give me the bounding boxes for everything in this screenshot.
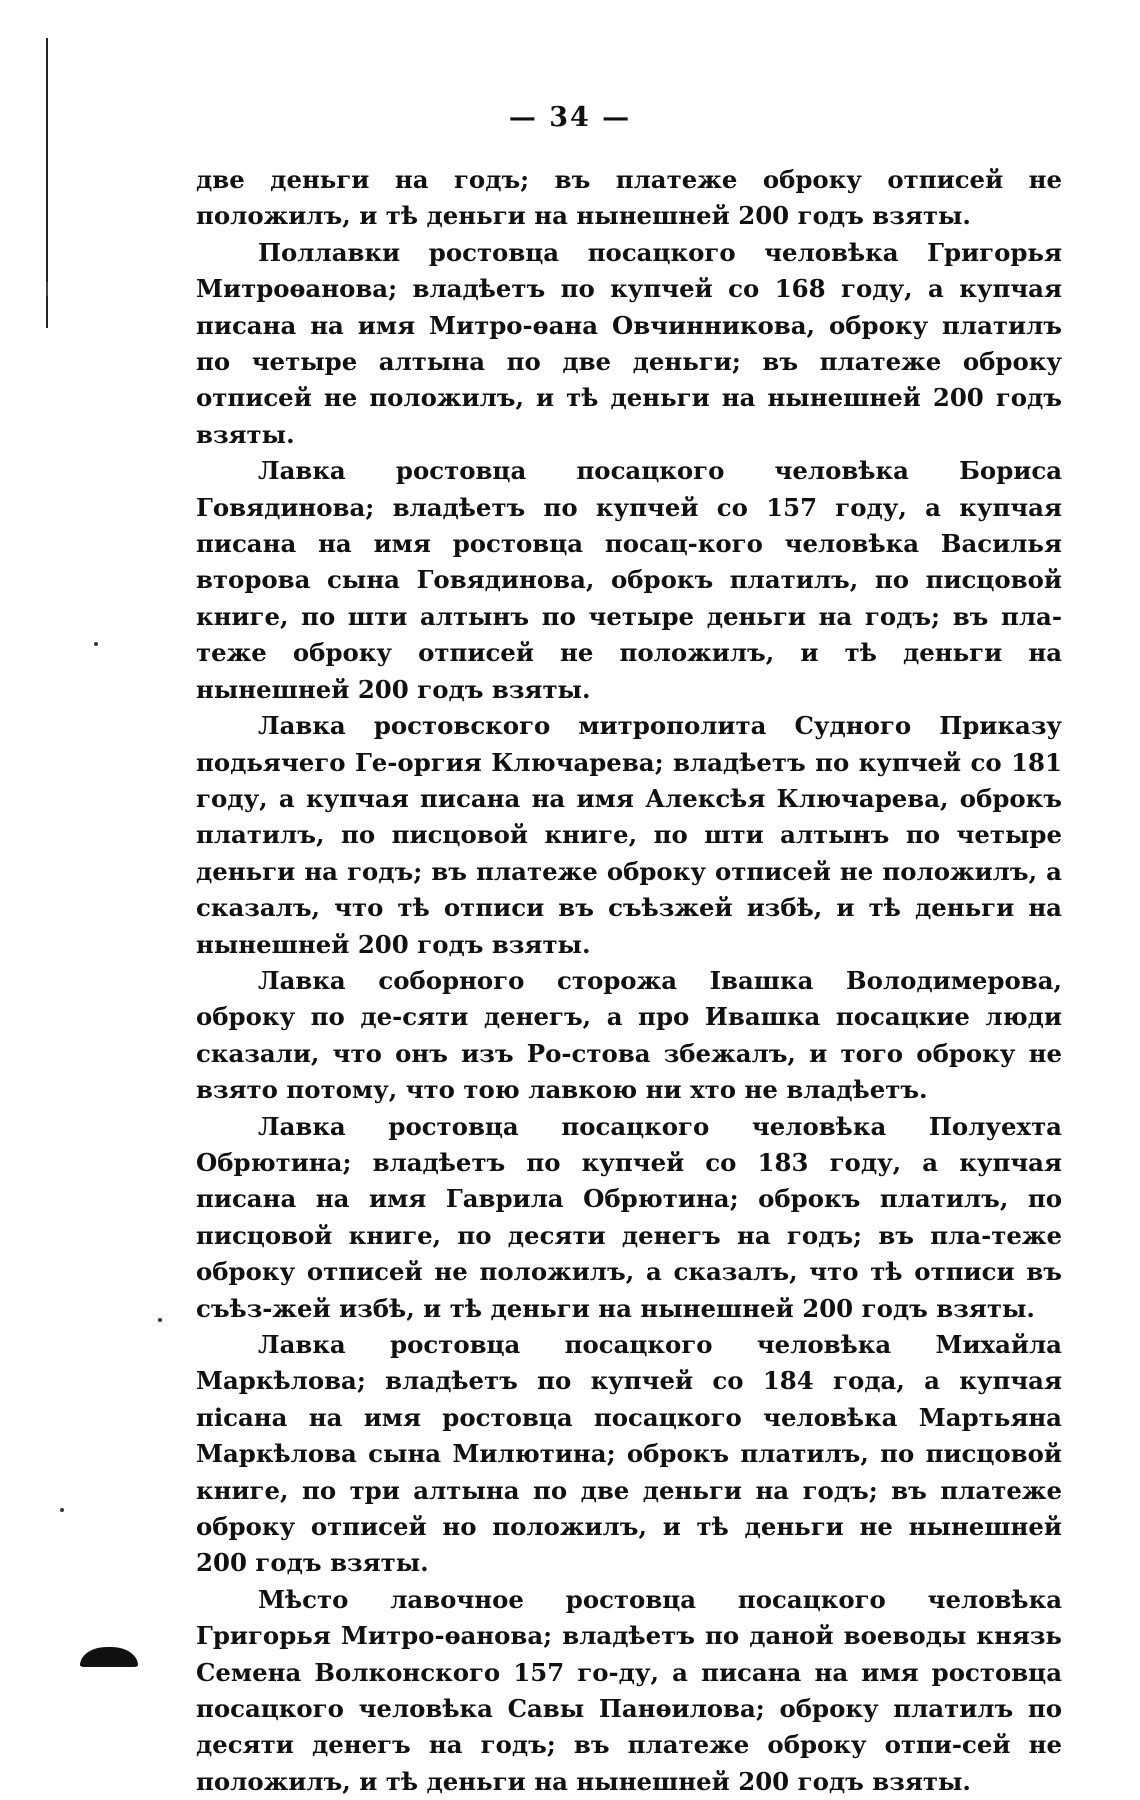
page-number: — 34 — xyxy=(508,102,632,133)
paragraph-continuation: две деньги на годъ; въ платеже оброку отписей не положилъ, и тѣ деньги на нынешней 200 годъ взяты. xyxy=(196,165,1062,231)
paragraph-lavka-obryutin: Лавка ростовца посацкого человѣка Полуехта Обрютина; владѣетъ по купчей со 183 году, а купчая писана на имя Гаврила Обрютина; оброкъ платилъ, по писцовой книге, по десяти денегъ на годъ; въ пла-теже оброку отписей не положилъ, а сказалъ, что тѣ отписи въ съѣз-жей избѣ, и тѣ деньги на нынешней 200 годъ взяты. xyxy=(196,1111,1062,1323)
ink-speck xyxy=(158,1318,162,1322)
paragraph-lavka-klyucharev: Лавка ростовского митрополита Судного Приказу подьячего Ге-оргия Ключарева; владѣетъ по купчей со 181 году, а купчая писана на имя Алексѣя Ключарева, оброкъ платилъ, по писцовой книге, по шти алтынъ по четыре деньги на годъ; въ платеже оброку отписей не положилъ, а сказалъ, что тѣ отписи въ съѣзжей избѣ, и тѣ деньги на нынешней 200 годъ взяты. xyxy=(196,711,1062,959)
paragraph-mesto-mitrofanov: Мѣсто лавочное ростовца посацкого человѣка Григорья Митро-ѳанова; владѣетъ по даной воеводы князь Семена Волконского 157 го-ду, а писана на имя ростовца посацкого человѣка Савы Панѳилова; оброку платилъ по десяти денегъ на годъ; въ платеже оброку отпи-сей не положилъ, и тѣ деньги на нынешней 200 годъ взяты. xyxy=(196,1584,1062,1796)
paragraph-lavka-govyadinov: Лавка ростовца посацкого человѣка Бориса Говядинова; владѣетъ по купчей со 157 году, а купчая писана на имя ростовца посац-кого человѣка Василья второва сына Говядинова, оброкъ платилъ, по писцовой книге, по шти алтынъ по четыре деньги на годъ; въ пла-теже оброку отписей не положилъ, и тѣ деньги на нынешней 200 годъ взяты. xyxy=(196,456,1062,704)
body-text xyxy=(196,162,1062,1800)
paragraph-lavka-markelov: Лавка ростовца посацкого человѣка Михайла Маркѣлова; владѣетъ по купчей со 184 года, а купчая пісана на имя ростовца посацкого человѣка Мартьяна Маркѣлова сына Милютина; оброкъ платилъ, по писцовой книге, по три алтына по две деньги на годъ; въ платеже оброку отписей но положилъ, и тѣ деньги не нынешней 200 годъ взяты. xyxy=(196,1330,1062,1578)
paragraph-pollavki-mitrofanov: Поллавки ростовца посацкого человѣка Григорья Митроѳанова; владѣетъ по купчей со 168 году, а купчая писана на имя Митро-ѳана Овчинникова, оброку платилъ по четыре алтына по две деньги; въ платеже оброку отписей не положилъ, и тѣ деньги на нынешней 200 годъ взяты. xyxy=(196,237,1062,449)
ink-blot xyxy=(80,1647,138,1667)
paragraph-lavka-volodimerov: Лавка соборного сторожа Івашка Володимерова, оброку по де-сяти денегъ, а про Ивашка посацкие люди сказали, что онъ изъ Ро-стова збежалъ, и того оброку не взято потому, что тою лавкою ни хто не владѣетъ. xyxy=(196,965,1062,1105)
ink-speck xyxy=(94,642,98,646)
ink-speck xyxy=(60,1508,64,1512)
page-edge-mark xyxy=(46,282,48,296)
